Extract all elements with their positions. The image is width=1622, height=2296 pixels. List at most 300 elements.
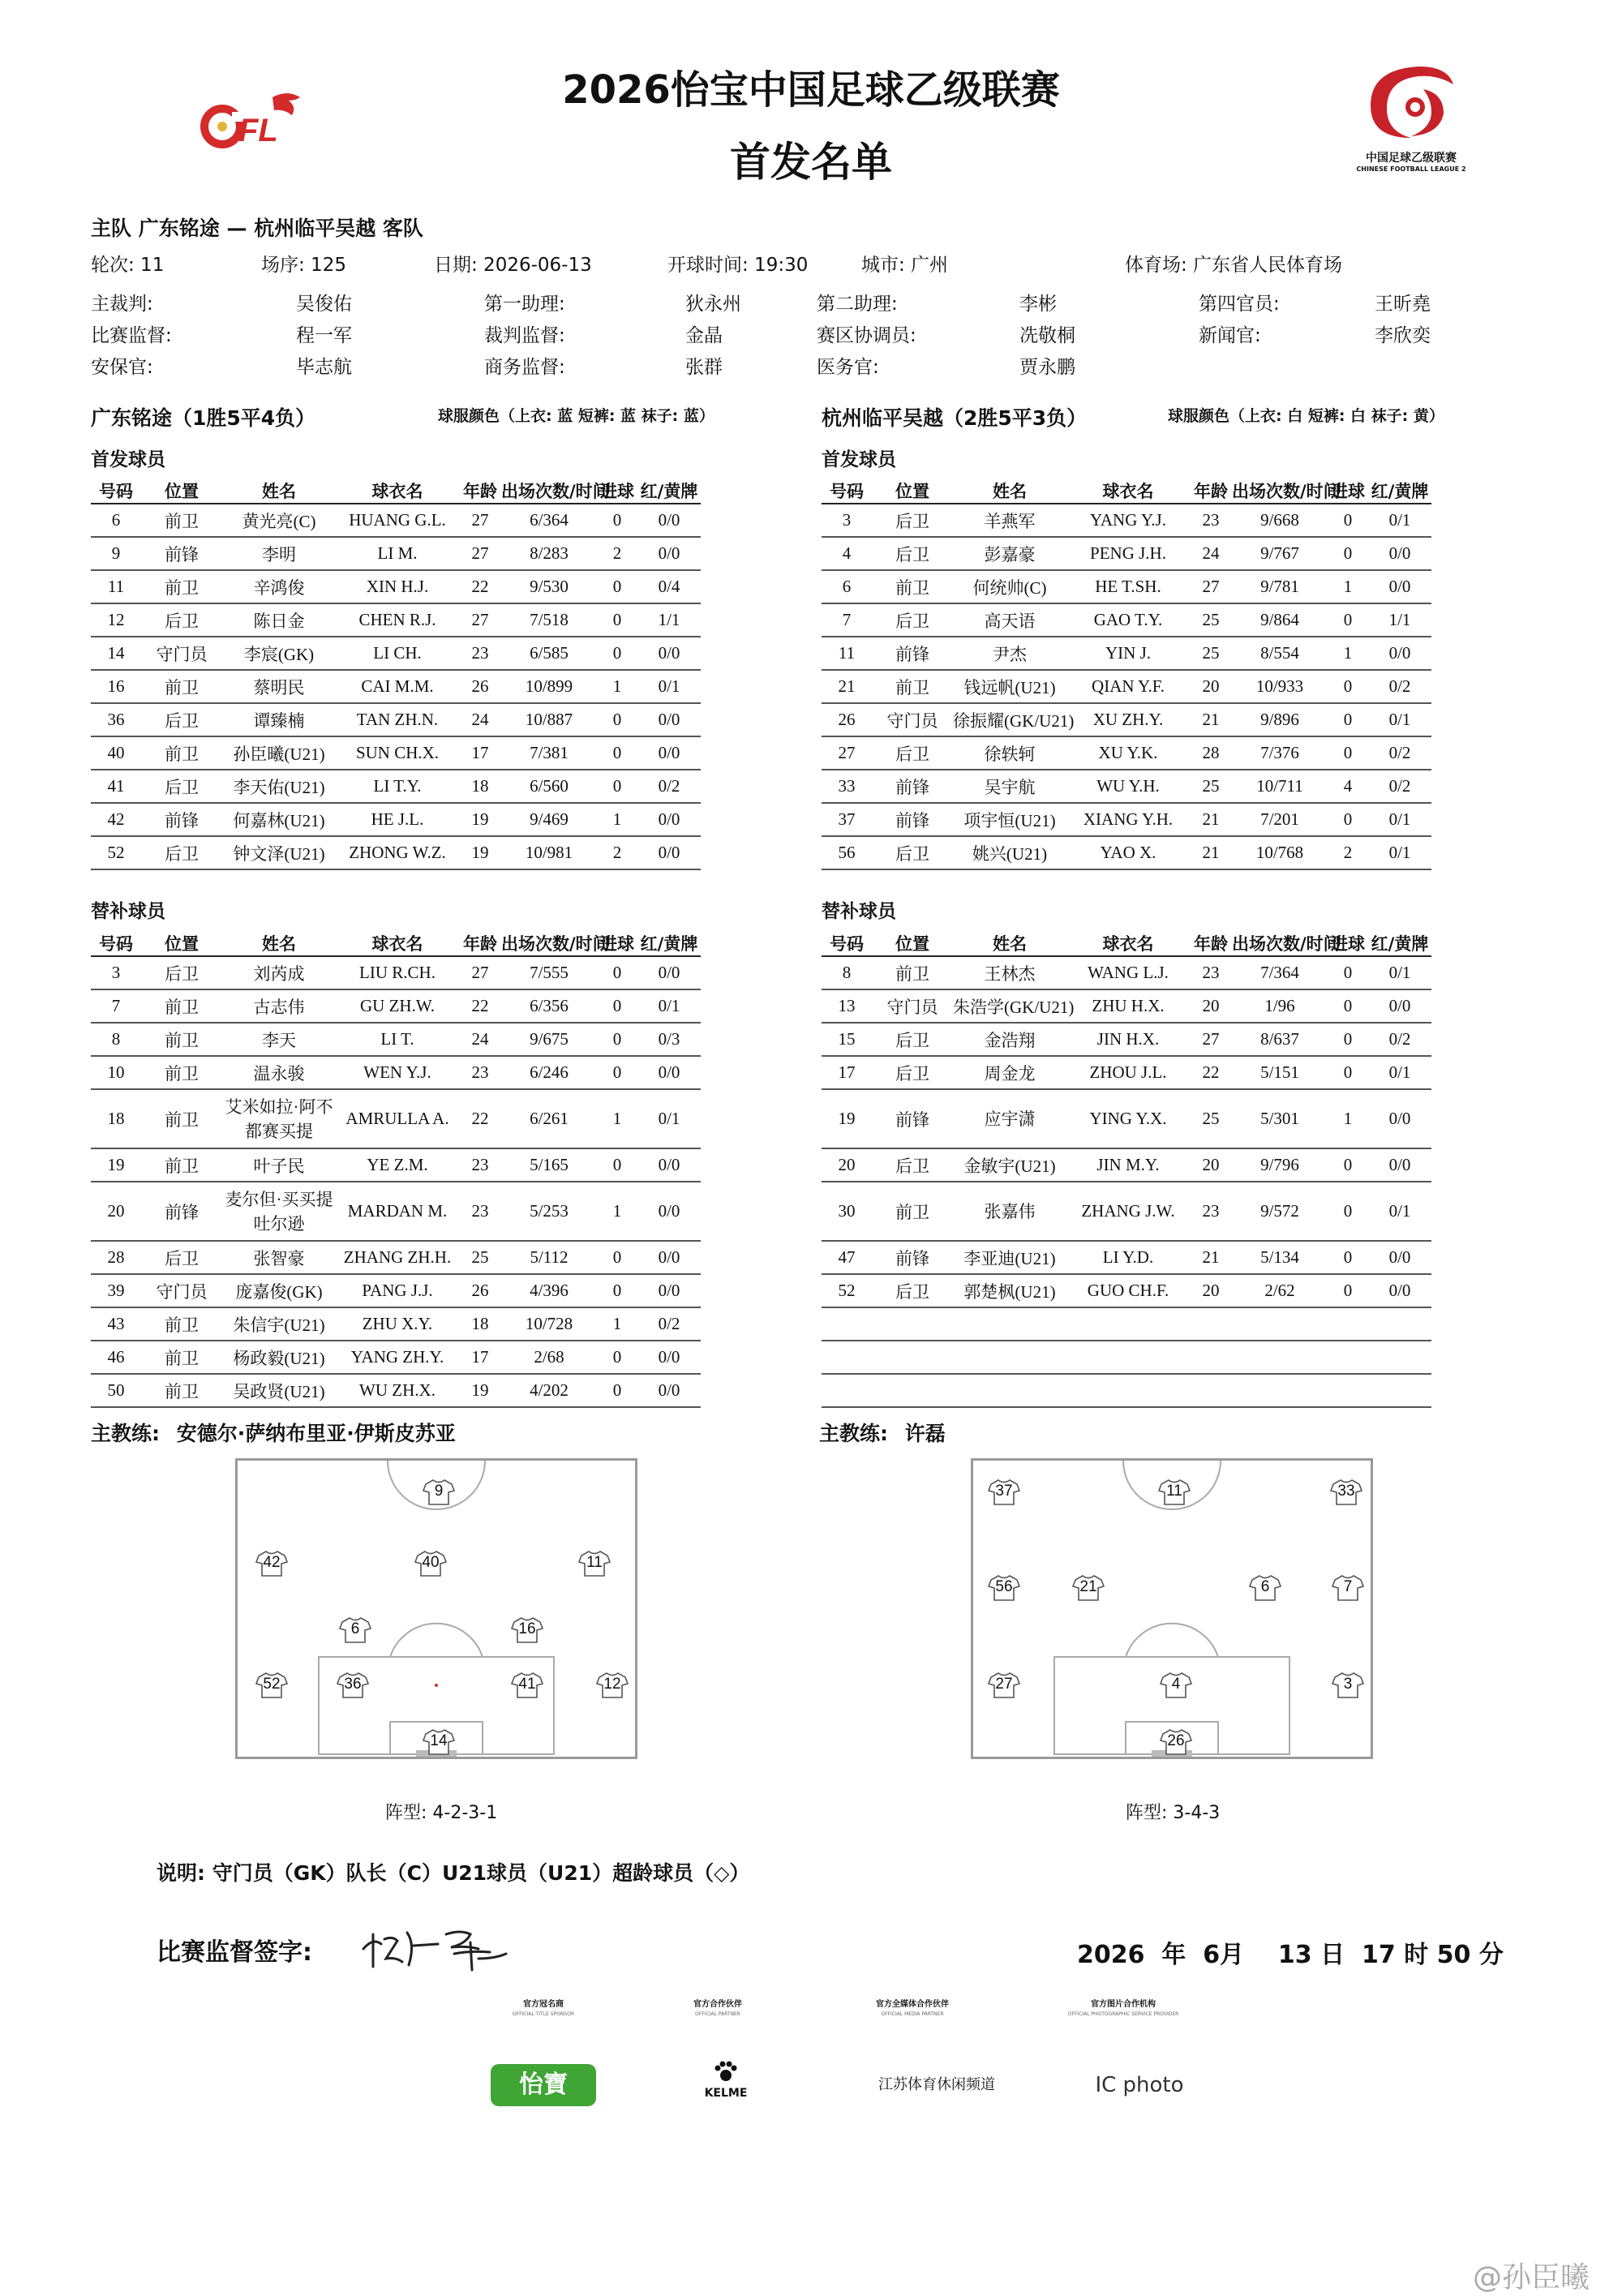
official-name: 狄永州 [685, 294, 741, 315]
table-cell: 1/1 [637, 603, 701, 637]
match-number: 场序: 125 [261, 255, 346, 276]
table-cell: 20 [91, 1182, 141, 1241]
column-header: 红/黄牌 [1368, 479, 1431, 504]
home-team-name: 广东铭途 [138, 217, 220, 240]
table-cell: 0 [597, 736, 637, 770]
city: 城市: 广州 [861, 255, 949, 276]
table-cell: HUANG G.L. [336, 504, 459, 537]
table-cell: 22 [1190, 1056, 1232, 1089]
table-cell: 守门员 [141, 1274, 222, 1307]
table-cell: 1 [1328, 1089, 1368, 1148]
table-row [822, 1023, 1431, 1056]
column-header: 年龄 [1190, 931, 1232, 956]
official-role: 商务监督: [484, 357, 565, 378]
table-cell: 0/0 [1368, 1274, 1431, 1307]
table-cell: 0/0 [637, 504, 701, 537]
official-name: 程一军 [296, 325, 352, 346]
table-cell: 50 [91, 1374, 141, 1407]
table-cell: 0/0 [637, 703, 701, 736]
table-cell: 0/1 [1368, 956, 1431, 989]
table-cell: 0/0 [637, 1148, 701, 1182]
table-cell: 辛鸿俊 [222, 570, 336, 603]
table-cell: 7/381 [501, 736, 597, 770]
table-cell: 5/301 [1232, 1089, 1328, 1148]
table-cell: 0 [1328, 989, 1368, 1023]
player-shirt-number: 11 [586, 1554, 603, 1571]
table-cell: 后卫 [141, 1241, 222, 1274]
table-row [91, 1182, 701, 1241]
away-coach-name: 许磊 [904, 1422, 946, 1445]
official-role: 第二助理: [817, 294, 898, 315]
player-shirt-icon [339, 1616, 371, 1644]
table-cell [953, 1307, 1066, 1341]
table-cell: 陈日金 [222, 603, 336, 637]
sponsor-caption: 官方全媒体合作伙伴 [876, 2000, 949, 2009]
table-cell: 23 [1190, 504, 1232, 537]
table-row [822, 637, 1431, 670]
player-shirt-number: 26 [1167, 1732, 1185, 1749]
table-cell: 0 [597, 1023, 637, 1056]
table-cell: 吴政贤(U21) [222, 1374, 336, 1407]
sponsor-caption-en: OFFICIAL PARTNER [695, 2011, 740, 2017]
table-cell: XIANG Y.H. [1066, 803, 1190, 836]
column-header: 姓名 [222, 479, 336, 504]
table-cell: 叶子民 [222, 1148, 336, 1182]
table-row [822, 603, 1431, 637]
table-cell: 前锋 [141, 537, 222, 570]
table-row [822, 736, 1431, 770]
table-cell: 47 [822, 1241, 872, 1274]
table-cell: 麦尔但·买买提吐尔逊 [222, 1182, 336, 1241]
column-header: 进球 [597, 479, 637, 504]
table-cell: 0/2 [1368, 770, 1431, 803]
table-cell: 12 [91, 603, 141, 637]
column-header: 姓名 [953, 479, 1066, 504]
official-role: 第一助理: [484, 294, 565, 315]
table-row [822, 537, 1431, 570]
table-cell: 5/134 [1232, 1241, 1328, 1274]
table-cell: 30 [822, 1182, 872, 1241]
column-header: 位置 [872, 931, 953, 956]
home-formation-pitch [235, 1458, 637, 1759]
home-subs-label: 替补球员 [91, 901, 165, 922]
table-cell: 20 [1190, 1274, 1232, 1307]
table-cell: 24 [1190, 537, 1232, 570]
column-header: 球衣名 [336, 931, 459, 956]
table-cell: 前卫 [141, 989, 222, 1023]
table-cell: 应宇潇 [953, 1089, 1066, 1148]
table-cell: JIN H.X. [1066, 1023, 1190, 1056]
table-cell: 6 [91, 504, 141, 537]
table-cell: 郭楚枫(U21) [953, 1274, 1066, 1307]
table-cell: 前卫 [872, 670, 953, 703]
official-name: 王昕堯 [1375, 294, 1431, 315]
table-cell: 2/68 [501, 1341, 597, 1374]
table-cell: 后卫 [872, 504, 953, 537]
table-cell: 0 [1328, 670, 1368, 703]
table-cell: 后卫 [141, 703, 222, 736]
table-cell: 刘芮成 [222, 956, 336, 989]
table-cell: 36 [91, 703, 141, 736]
table-cell: 7/201 [1232, 803, 1328, 836]
home-starters-label: 首发球员 [91, 449, 165, 470]
official-role: 赛区协调员: [817, 325, 916, 346]
away-team-header: 杭州临平吴越（2胜5平3负） [822, 406, 1088, 430]
table-cell: 1/1 [1368, 603, 1431, 637]
table-cell [1328, 1341, 1368, 1374]
home-coach-name: 安德尔·萨纳布里亚·伊斯皮苏亚 [176, 1422, 456, 1445]
table-cell: 1 [597, 1307, 637, 1341]
player-shirt-icon [988, 1574, 1020, 1602]
player-shirt-number: 40 [422, 1554, 440, 1571]
table-cell: 后卫 [872, 736, 953, 770]
column-header: 姓名 [953, 931, 1066, 956]
table-cell: 谭臻楠 [222, 703, 336, 736]
column-header: 年龄 [1190, 479, 1232, 504]
table-cell: 后卫 [141, 603, 222, 637]
table-cell: QIAN Y.F. [1066, 670, 1190, 703]
table-row [822, 770, 1431, 803]
player-shirt-icon [337, 1672, 369, 1699]
table-cell [1232, 1307, 1328, 1341]
table-cell: 23 [459, 1148, 501, 1182]
table-cell [1190, 1374, 1232, 1407]
player-shirt-number: 16 [518, 1620, 536, 1637]
official-name: 吴俊佑 [296, 294, 352, 315]
table-cell: 7/555 [501, 956, 597, 989]
table-cell: 1 [597, 1089, 637, 1148]
column-header: 进球 [597, 931, 637, 956]
table-cell: 17 [459, 1341, 501, 1374]
table-cell: 46 [91, 1341, 141, 1374]
column-header: 出场次数/时间 [501, 931, 597, 956]
official-name: 张群 [685, 357, 723, 378]
player-shirt-number: 3 [1343, 1676, 1353, 1693]
sponsor-caption-en: OFFICIAL TITLE SPONSOR [512, 2011, 575, 2017]
table-cell: 后卫 [872, 537, 953, 570]
official-name: 金晶 [685, 325, 723, 346]
table-cell: 33 [822, 770, 872, 803]
table-cell: 0/0 [1368, 1148, 1431, 1182]
table-cell: 1 [597, 803, 637, 836]
table-cell: 17 [459, 736, 501, 770]
table-cell: 前锋 [872, 803, 953, 836]
away-kit-colors: 球服颜色（上衣: 白 短裤: 白 袜子: 黄） [1168, 407, 1444, 425]
table-cell: 19 [459, 1374, 501, 1407]
table-cell: 15 [822, 1023, 872, 1056]
match-title-line [91, 212, 423, 242]
table-cell: 10/728 [501, 1307, 597, 1341]
table-cell: GU ZH.W. [336, 989, 459, 1023]
column-header: 红/黄牌 [1368, 931, 1431, 956]
player-shirt-number: 6 [350, 1620, 360, 1637]
table-row [822, 1089, 1431, 1148]
column-header: 号码 [91, 931, 141, 956]
table-cell: 0/0 [637, 1241, 701, 1274]
table-cell [1190, 1307, 1232, 1341]
table-cell: 17 [822, 1056, 872, 1089]
player-shirt-number: 9 [434, 1483, 444, 1500]
table-cell: WU Y.H. [1066, 770, 1190, 803]
table-cell [1066, 1374, 1190, 1407]
table-cell: 9/767 [1232, 537, 1328, 570]
away-label: 客队 [382, 217, 423, 240]
table-cell: 古志伟 [222, 989, 336, 1023]
table-cell: 0 [597, 956, 637, 989]
player-shirt-icon [988, 1672, 1020, 1699]
table-row [91, 637, 701, 670]
column-header: 姓名 [222, 931, 336, 956]
table-row [91, 803, 701, 836]
official-name: 冼敬桐 [1019, 325, 1075, 346]
table-cell: YING Y.X. [1066, 1089, 1190, 1148]
table-cell: ZHANG ZH.H. [336, 1241, 459, 1274]
player-shirt-icon [511, 1616, 543, 1644]
table-cell: CHEN R.J. [336, 603, 459, 637]
away-subs-table [822, 931, 1431, 1408]
table-cell: 前锋 [872, 637, 953, 670]
table-cell: 7/364 [1232, 956, 1328, 989]
table-cell: 0 [1328, 736, 1368, 770]
table-cell: 0/0 [637, 1274, 701, 1307]
table-cell: 钱远帆(U21) [953, 670, 1066, 703]
player-shirt-icon [511, 1672, 543, 1699]
column-header: 出场次数/时间 [1232, 479, 1328, 504]
table-cell: YANG ZH.Y. [336, 1341, 459, 1374]
table-cell [1328, 1307, 1368, 1341]
table-cell: 守门员 [872, 703, 953, 736]
table-row [822, 956, 1431, 989]
column-header: 位置 [141, 931, 222, 956]
table-cell: XU Y.K. [1066, 736, 1190, 770]
kickoff-time: 开球时间: 19:30 [667, 255, 809, 276]
table-row [91, 670, 701, 703]
table-cell: 后卫 [872, 1023, 953, 1056]
player-shirt-icon [988, 1478, 1020, 1506]
table-cell: 0/0 [637, 836, 701, 869]
table-cell: 56 [822, 836, 872, 869]
table-cell: 彭嘉豪 [953, 537, 1066, 570]
table-cell: 朱浩学(GK/U21) [953, 989, 1066, 1023]
column-header: 球衣名 [1066, 479, 1190, 504]
table-cell: 后卫 [872, 1148, 953, 1182]
table-cell: 0/1 [1368, 1056, 1431, 1089]
table-cell: 0/1 [1368, 504, 1431, 537]
table-cell: 0/0 [1368, 989, 1431, 1023]
table-cell: LI M. [336, 537, 459, 570]
table-cell: 0/2 [1368, 736, 1431, 770]
table-row [91, 989, 701, 1023]
table-cell: 守门员 [141, 637, 222, 670]
away-starters-table [822, 479, 1431, 870]
column-header: 红/黄牌 [637, 479, 701, 504]
column-header: 号码 [91, 479, 141, 504]
table-cell: YAO X. [1066, 836, 1190, 869]
table-cell: 52 [822, 1274, 872, 1307]
table-cell: 42 [91, 803, 141, 836]
table-cell: 27 [459, 956, 501, 989]
table-cell: 26 [822, 703, 872, 736]
column-header: 出场次数/时间 [1232, 931, 1328, 956]
table-cell: 19 [459, 803, 501, 836]
table-cell: 何统帅(C) [953, 570, 1066, 603]
table-cell [1066, 1341, 1190, 1374]
table-row [91, 504, 701, 537]
league-logo-subtext: CHINESE FOOTBALL LEAGUE 2 [1356, 165, 1466, 173]
table-row [822, 1241, 1431, 1274]
table-cell: 4/396 [501, 1274, 597, 1307]
table-cell: 25 [459, 1241, 501, 1274]
away-team-name: 杭州临平吴越 [254, 217, 376, 240]
table-cell: 8/637 [1232, 1023, 1328, 1056]
table-cell: 6 [822, 570, 872, 603]
table-cell: 27 [1190, 570, 1232, 603]
table-cell: 19 [459, 836, 501, 869]
player-shirt-icon [1249, 1574, 1281, 1602]
table-cell: 22 [459, 1089, 501, 1148]
table-row [822, 1341, 1431, 1374]
official-name: 毕志航 [296, 357, 352, 378]
table-row [91, 1241, 701, 1274]
table-cell: 前卫 [141, 1023, 222, 1056]
table-cell: 杨政毅(U21) [222, 1341, 336, 1374]
table-cell: 10/933 [1232, 670, 1328, 703]
table-cell: 0 [1328, 1274, 1368, 1307]
table-cell: 0/0 [637, 1341, 701, 1374]
table-row [91, 1341, 701, 1374]
table-cell: 0 [597, 703, 637, 736]
table-cell: LIU R.CH. [336, 956, 459, 989]
table-row [822, 1182, 1431, 1241]
home-coach-label: 主教练: [91, 1422, 160, 1445]
player-shirt-icon [578, 1550, 611, 1577]
table-cell: 9/668 [1232, 504, 1328, 537]
table-cell: 0/1 [637, 670, 701, 703]
table-row [822, 1056, 1431, 1089]
table-cell: HE T.SH. [1066, 570, 1190, 603]
table-cell: 前卫 [872, 1182, 953, 1241]
table-cell: 0 [597, 1241, 637, 1274]
table-cell: 后卫 [141, 956, 222, 989]
table-cell [822, 1307, 872, 1341]
icphoto-logo: IC photo [1095, 2073, 1184, 2097]
column-header: 进球 [1328, 931, 1368, 956]
table-row [822, 836, 1431, 869]
table-cell: 6/356 [501, 989, 597, 1023]
table-cell: 0/1 [1368, 1182, 1431, 1241]
table-cell [872, 1341, 953, 1374]
home-team-header: 广东铭途（1胜5平4负） [91, 406, 316, 430]
column-header: 年龄 [459, 479, 501, 504]
table-cell: 庞嘉俊(GK) [222, 1274, 336, 1307]
table-cell: 22 [459, 570, 501, 603]
table-cell: 7 [91, 989, 141, 1023]
official-role: 新闻官: [1199, 325, 1261, 346]
table-cell: 8/554 [1232, 637, 1328, 670]
table-cell: 2/62 [1232, 1274, 1328, 1307]
official-role: 安保官: [91, 357, 153, 378]
table-cell [822, 1374, 872, 1407]
svg-text:FL: FL [238, 113, 278, 148]
table-row [91, 836, 701, 869]
table-cell: 10/711 [1232, 770, 1328, 803]
table-cell: 朱信宇(U21) [222, 1307, 336, 1341]
table-cell: 22 [459, 989, 501, 1023]
table-cell: 后卫 [872, 603, 953, 637]
table-row [91, 1274, 701, 1307]
table-cell: 9/781 [1232, 570, 1328, 603]
table-cell: 0/3 [637, 1023, 701, 1056]
away-coach [819, 1418, 946, 1447]
player-shirt-icon [1332, 1574, 1364, 1602]
table-row [822, 1307, 1431, 1341]
table-cell [1368, 1374, 1431, 1407]
table-cell: 前卫 [141, 1148, 222, 1182]
table-cell: 姚兴(U21) [953, 836, 1066, 869]
table-cell: 10/981 [501, 836, 597, 869]
table-cell: ZHU H.X. [1066, 989, 1190, 1023]
table-cell: 21 [1190, 836, 1232, 869]
table-cell: 9/675 [501, 1023, 597, 1056]
table-cell: 0/0 [1368, 1241, 1431, 1274]
table-cell: 0/2 [637, 770, 701, 803]
table-cell: 前卫 [141, 1374, 222, 1407]
table-cell: 0 [1328, 1056, 1368, 1089]
official-role: 裁判监督: [484, 325, 565, 346]
table-cell: 4/202 [501, 1374, 597, 1407]
table-cell: 0 [597, 570, 637, 603]
table-cell [1066, 1307, 1190, 1341]
table-cell: 0/0 [637, 1374, 701, 1407]
table-cell: 前锋 [872, 1241, 953, 1274]
player-shirt-number: 37 [995, 1483, 1013, 1500]
player-shirt-icon [255, 1550, 288, 1577]
table-cell [1232, 1341, 1328, 1374]
table-cell: 0/0 [637, 803, 701, 836]
table-cell: 8 [91, 1023, 141, 1056]
table-cell: 0 [597, 637, 637, 670]
table-cell [872, 1374, 953, 1407]
table-row [91, 1307, 701, 1341]
table-cell: 41 [91, 770, 141, 803]
table-cell: 6/585 [501, 637, 597, 670]
column-header: 球衣名 [1066, 931, 1190, 956]
table-cell: 21 [822, 670, 872, 703]
table-cell: 25 [1190, 637, 1232, 670]
table-cell: 24 [459, 1023, 501, 1056]
table-cell: 黄光亮(C) [222, 504, 336, 537]
table-cell: 徐轶轲 [953, 736, 1066, 770]
table-cell: 20 [1190, 989, 1232, 1023]
table-cell: 0 [597, 1374, 637, 1407]
home-coach [91, 1418, 456, 1447]
table-cell: 0/0 [637, 637, 701, 670]
table-cell: PENG J.H. [1066, 537, 1190, 570]
table-cell: 6/560 [501, 770, 597, 803]
table-cell: 23 [459, 1182, 501, 1241]
table-cell: YE Z.M. [336, 1148, 459, 1182]
table-cell: 9/864 [1232, 603, 1328, 637]
table-cell: WANG L.J. [1066, 956, 1190, 989]
table-cell: 25 [1190, 1089, 1232, 1148]
round-info: 轮次: 11 [91, 255, 165, 276]
table-cell: 前卫 [141, 1341, 222, 1374]
away-formation-pitch [971, 1458, 1373, 1759]
weibo-watermark: @孙臣曦 [1472, 2261, 1590, 2294]
table-cell: 5/112 [501, 1241, 597, 1274]
stadium: 体育场: 广东省人民体育场 [1125, 255, 1343, 276]
table-cell: 前锋 [141, 1182, 222, 1241]
